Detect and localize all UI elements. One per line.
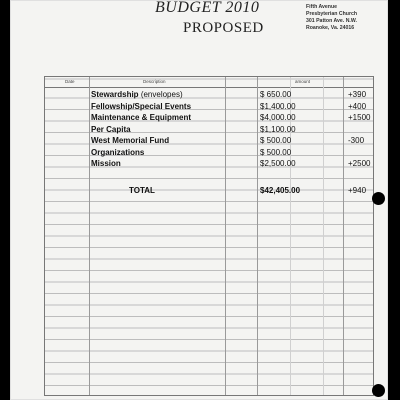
address-line: Fifth Avenue bbox=[306, 4, 338, 10]
total-row bbox=[45, 185, 373, 197]
ledger-table bbox=[44, 76, 374, 396]
row-description: Stewardship (envelopes) bbox=[91, 90, 183, 99]
row-description: West Memorial Fund bbox=[91, 136, 170, 145]
header-description: Description bbox=[143, 79, 166, 84]
row-amount: $1,400.00 bbox=[260, 101, 296, 111]
row-amount: $ 500.00 bbox=[260, 147, 292, 157]
page-title: BUDGET 2010 bbox=[155, 0, 260, 16]
row-change: +1500 bbox=[348, 113, 371, 122]
table-row bbox=[45, 89, 373, 101]
row-description: Maintenance & Equipment bbox=[91, 113, 192, 122]
row-description: Per Capita bbox=[91, 124, 131, 134]
row-amount: $4,000.00 bbox=[260, 113, 296, 122]
budget-sheet bbox=[10, 0, 388, 400]
total-amount: $42,405.00 bbox=[260, 186, 301, 195]
address-line: Roanoke, Va. 24016 bbox=[306, 25, 355, 31]
row-amount: $2,500.00 bbox=[260, 159, 296, 168]
page-subtitle: PROPOSED bbox=[183, 20, 264, 36]
table-row bbox=[45, 101, 373, 113]
table-row bbox=[45, 135, 373, 147]
row-amount: $1,100.00 bbox=[260, 124, 296, 134]
row-description: Fellowship/Special Events bbox=[91, 101, 192, 111]
row-description: Mission bbox=[91, 159, 121, 168]
church-address bbox=[306, 4, 357, 32]
table-row bbox=[45, 158, 373, 170]
row-change: +2500 bbox=[348, 159, 371, 168]
binder-hole bbox=[372, 384, 385, 397]
row-description: Organizations bbox=[91, 147, 145, 157]
table-row bbox=[45, 124, 373, 136]
row-change: -300 bbox=[348, 136, 365, 145]
row-change: +390 bbox=[348, 90, 367, 99]
row-change: +400 bbox=[348, 101, 367, 111]
binder-hole bbox=[372, 192, 385, 205]
total-label: TOTAL bbox=[129, 186, 155, 195]
header-amount: amount bbox=[295, 79, 311, 84]
header-date: Date bbox=[65, 79, 75, 84]
table-row bbox=[45, 112, 373, 124]
row-amount: $ 650.00 bbox=[260, 90, 292, 99]
table-row bbox=[45, 147, 373, 159]
address-line: 301 Patton Ave. N.W. bbox=[306, 18, 357, 24]
row-note: (envelopes) bbox=[140, 90, 183, 99]
address-line: Presbyterian Church bbox=[306, 11, 358, 17]
row-amount: $ 500.00 bbox=[260, 136, 292, 145]
total-change: +940 bbox=[348, 186, 367, 195]
